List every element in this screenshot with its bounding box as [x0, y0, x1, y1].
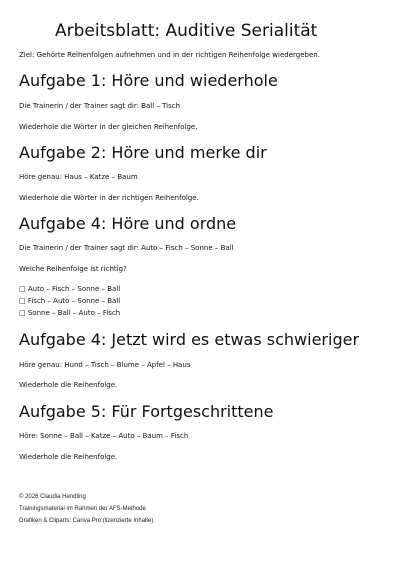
task-5-instruction-2: Wiederhole die Reihenfolge. [19, 453, 118, 461]
task-3-option-3[interactable]: □ Sonne – Ball – Auto – Fisch [19, 309, 121, 317]
task-3-instruction: Die Trainerin / der Trainer sagt dir: Auto – Fisch – Sonne – Ball [19, 244, 234, 252]
footer-copyright: © 2026 Claudia Hendling [19, 494, 86, 500]
task-1-instruction-2: Wiederhole die Wörter in der gleichen Reihenfolge. [19, 123, 198, 131]
footer-training-note: Trainingsmaterial im Rahmen der AFS-Methode [19, 506, 146, 512]
task-1-instruction: Die Trainerin / der Trainer sagt dir: Ball – Tisch [19, 102, 181, 110]
task-4-instruction: Höre genau: Hund – Tisch – Blume – Apfel – Haus [19, 361, 191, 369]
task-2-instruction: Höre genau: Haus – Katze – Baum [19, 173, 138, 181]
task-3-question: Welche Reihenfolge ist richtig? [19, 265, 127, 273]
task-4-instruction-2: Wiederhole die Reihenfolge. [19, 381, 118, 389]
task-5-instruction: Höre: Sonne – Ball – Katze – Auto – Baum – Fisch [19, 432, 189, 440]
page-title: Arbeitsblatt: Auditive Serialität [55, 21, 318, 41]
task-3-option-2[interactable]: □ Fisch – Auto – Sonne – Ball [19, 297, 121, 305]
task-3-heading: Aufgabe 4: Höre und ordne [19, 214, 237, 233]
goal-text: Ziel: Gehörte Reihenfolgen aufnehmen und in der richtigen Reihenfolge wiedergeben. [19, 51, 320, 59]
task-2-heading: Aufgabe 2: Höre und merke dir [19, 143, 267, 162]
task-2-instruction-2: Wiederhole die Wörter in der richtigen Reihenfolge. [19, 194, 199, 202]
footer-graphics-credit: Grafiken & Cliparts: Canva Pro (lizenzierte Inhalte) [19, 518, 154, 524]
task-1-heading: Aufgabe 1: Höre und wiederhole [19, 71, 278, 90]
task-3-option-1[interactable]: □ Auto – Fisch – Sonne – Ball [19, 285, 121, 293]
task-5-heading: Aufgabe 5: Für Fortgeschrittene [19, 402, 274, 421]
task-4-heading: Aufgabe 4: Jetzt wird es etwas schwieriger [19, 330, 360, 349]
